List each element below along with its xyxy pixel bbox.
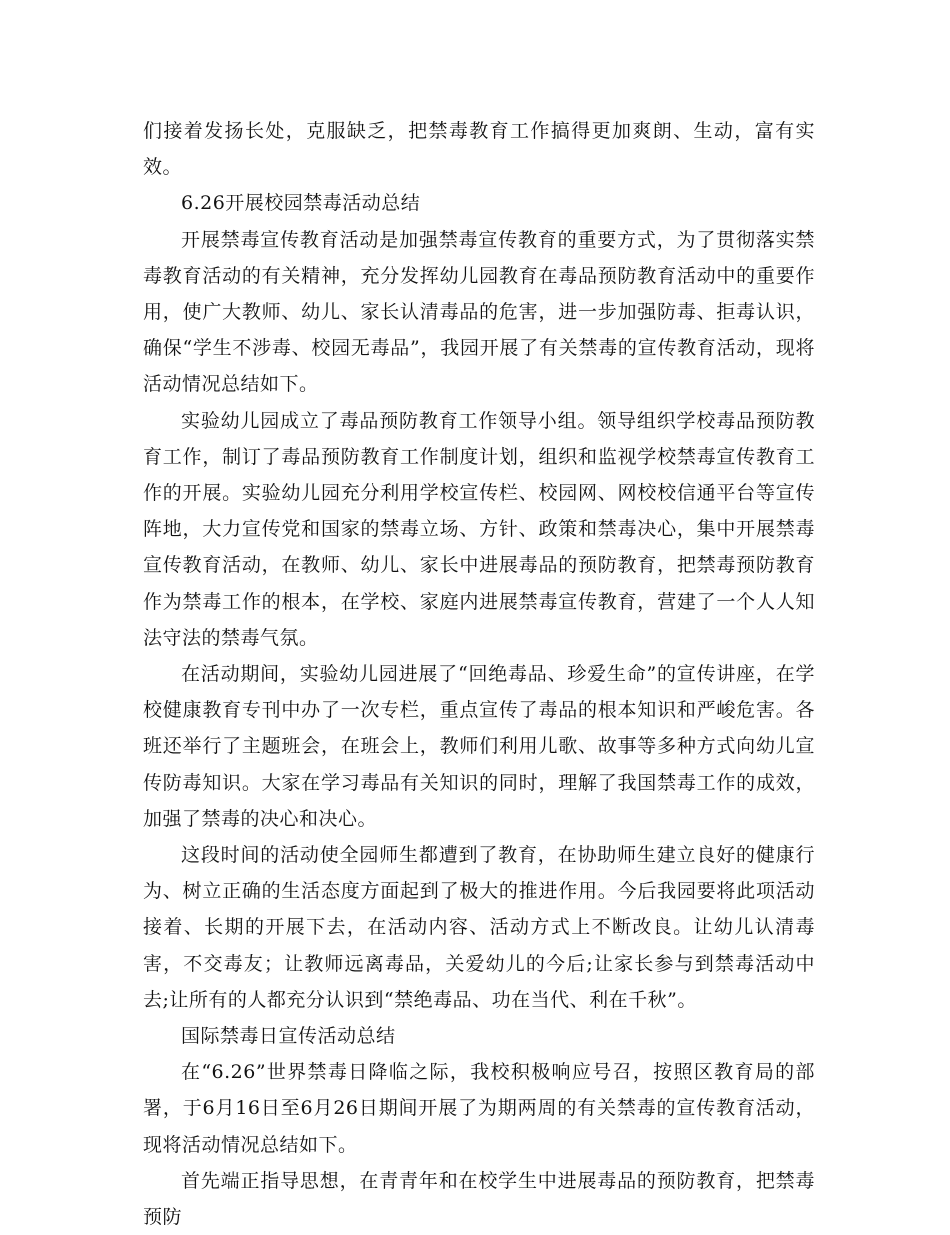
section-heading-international-day: 国际禁毒日宣传活动总结 [181,1025,396,1048]
paragraph-international-intro: 在“6.26”世界禁毒日降临之际，我校积极响应号召，按照区教育局的部署，于6月16日至6月26日期间开展了为期两周的有关禁毒的宣传教育活动，现将活动情况总结如下。 [143,1061,815,1156]
paragraph-guiding-thought: 首先端正指导思想，在青青年和在校学生中进展毒品的预防教育，把禁毒预防 [143,1169,815,1229]
paragraph-outcomes: 这段时间的活动使全园师生都遭到了教育，在协助师生建立良好的健康行为、树立正确的生活态度方面起到了极大的推进作用。今后我园要将此项活动接着、长期的开展下去，在活动内容、活动方式上不断改良。让幼儿认清毒害，不交毒友；让教师远离毒品，关爱幼儿的今后;让家长参与到禁毒活动中去;让所有的人都充分认识到“禁绝毒品、功在当代、利在千秋”。 [143,844,815,1011]
section-heading-campus-campaign: 6.26开展校园禁毒活动总结 [181,192,421,215]
paragraph-continuation: 们接着发扬长处，克服缺乏，把禁毒教育工作搞得更加爽朗、生动，富有实效。 [143,120,815,179]
document-body [143,113,815,1235]
paragraph-leadership-group: 实验幼儿园成立了毒品预防教育工作领导小组。领导组织学校毒品预防教育工作，制订了毒品预防教育工作制度计划，组织和监视学校禁毒宣传教育工作的开展。实验幼儿园充分利用学校宣传栏、校园网、网校校信通平台等宣传阵地，大力宣传党和国家的禁毒立场、方针、政策和禁毒决心，集中开展禁毒宣传教育活动，在教师、幼儿、家长中进展毒品的预防教育，把禁毒预防教育作为禁毒工作的根本，在学校、家庭内进展禁毒宣传教育，营建了一个人人知法守法的禁毒气氛。 [143,409,815,649]
paragraph-activities: 在活动期间，实验幼儿园进展了“回绝毒品、珍爱生命”的宣传讲座，在学校健康教育专刊中办了一次专栏，重点宣传了毒品的根本知识和严峻危害。各班还举行了主题班会，在班会上，教师们利用儿歌、故事等多种方式向幼儿宣传防毒知识。大家在学习毒品有关知识的同时，理解了我国禁毒工作的成效，加强了禁毒的决心和决心。 [143,663,815,830]
paragraph-intro: 开展禁毒宣传教育活动是加强禁毒宣传教育的重要方式，为了贯彻落实禁毒教育活动的有关精神，充分发挥幼儿园教育在毒品预防教育活动中的重要作用，使广大教师、幼儿、家长认清毒品的危害，进一步加强防毒、拒毒认识，确保“学生不涉毒、校园无毒品”，我园开展了有关禁毒的宣传教育活动，现将活动情况总结如下。 [143,228,815,396]
